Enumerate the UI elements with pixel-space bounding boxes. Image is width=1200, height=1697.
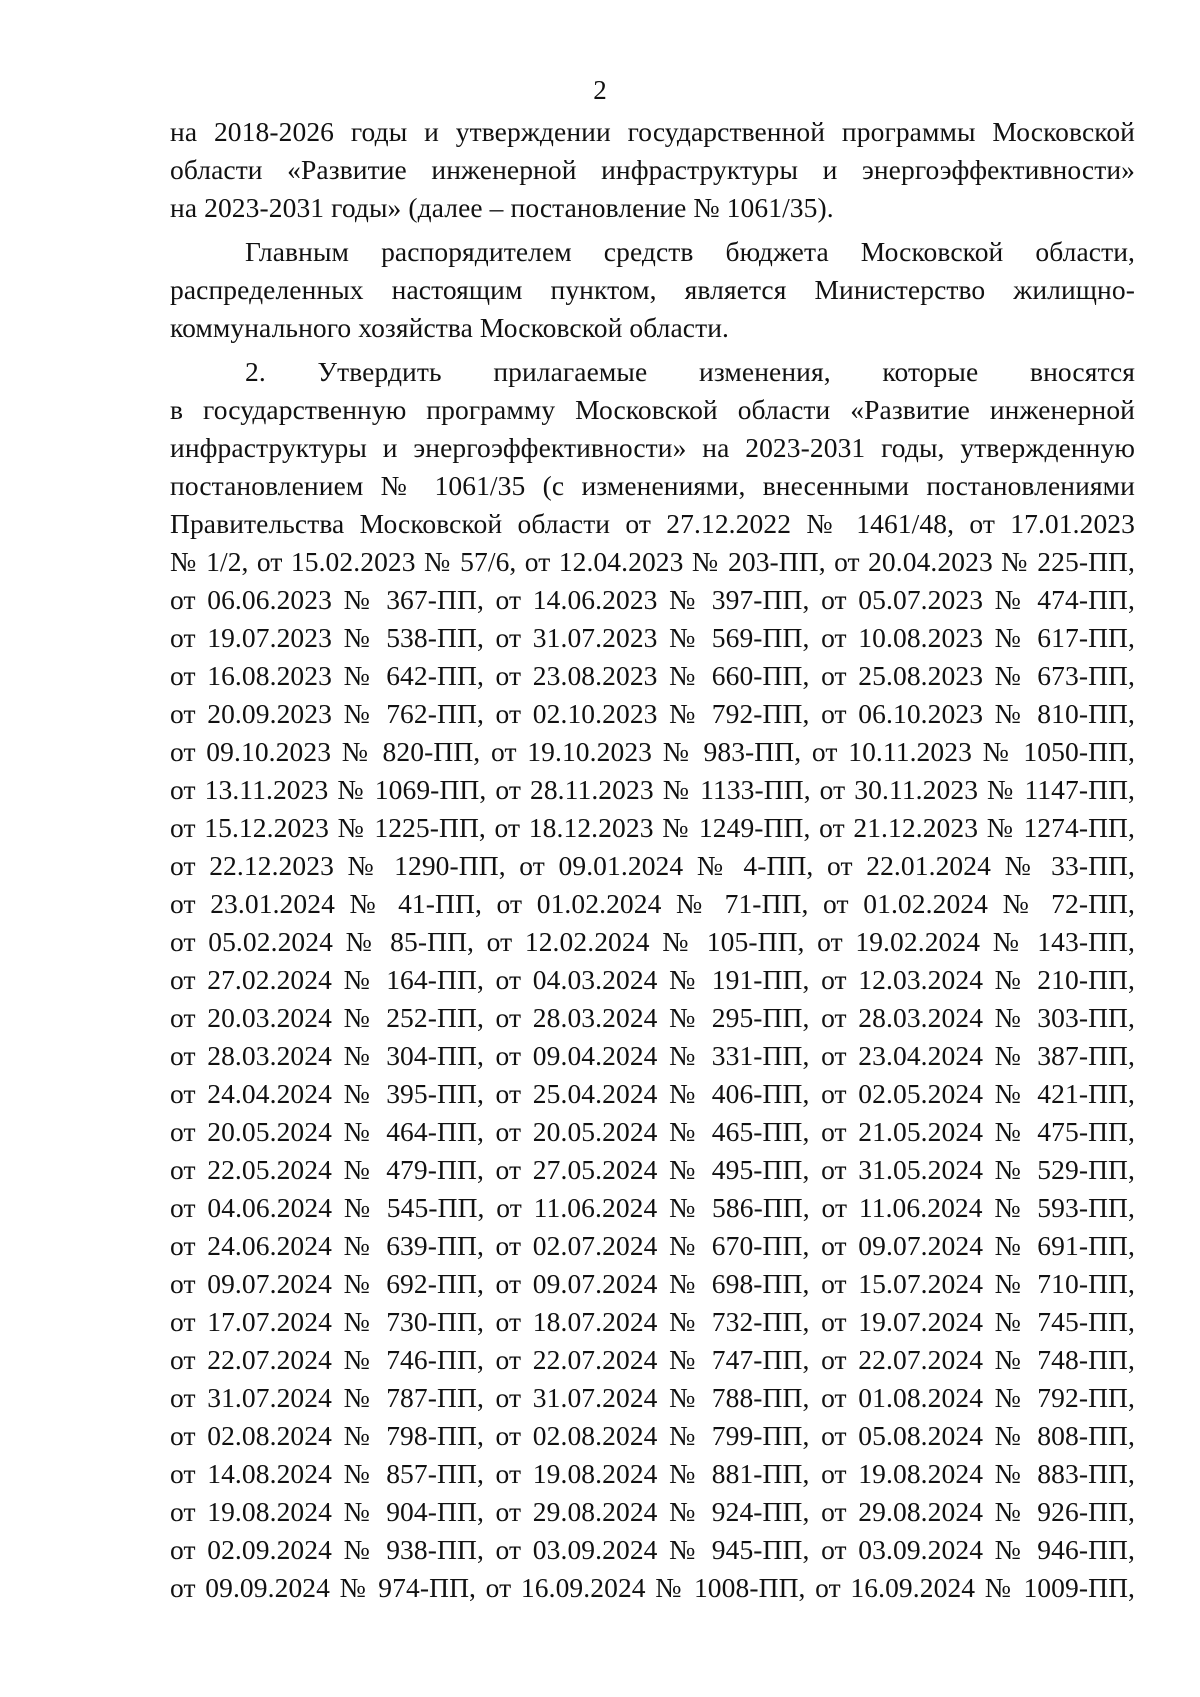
text-line: от 31.07.2024 № 787-ПП, от 31.07.2024 № 788-ПП, от 01.08.2024 № 792-ПП, <box>170 1382 1135 1413</box>
text-line: от 13.11.2023 № 1069-ПП, от 28.11.2023 № 1133-ПП, от 30.11.2023 № 1147-ПП, <box>170 774 1135 805</box>
text-line: от 15.12.2023 № 1225-ПП, от 18.12.2023 № 1249-ПП, от 21.12.2023 № 1274-ПП, <box>170 812 1135 843</box>
text-line: от 02.09.2024 № 938-ПП, от 03.09.2024 № 945-ПП, от 03.09.2024 № 946-ПП, <box>170 1534 1135 1565</box>
page-number: 2 <box>593 75 607 105</box>
paragraph-approve-changes <box>170 353 1135 1645</box>
text-line: от 19.07.2023 № 538-ПП, от 31.07.2023 № 569-ПП, от 10.08.2023 № 617-ПП, <box>170 622 1135 653</box>
text-line: от 22.12.2023 № 1290-ПП, от 09.01.2024 № 4-ПП, от 22.01.2024 № 33-ПП, <box>170 850 1135 881</box>
text-line: от 24.04.2024 № 395-ПП, от 25.04.2024 № 406-ПП, от 02.05.2024 № 421-ПП, <box>170 1078 1135 1109</box>
text-line: от 05.02.2024 № 85-ПП, от 12.02.2024 № 105-ПП, от 19.02.2024 № 143-ПП, <box>170 926 1135 957</box>
text-line: от 19.08.2024 № 904-ПП, от 29.08.2024 № 924-ПП, от 29.08.2024 № 926-ПП, <box>170 1496 1135 1527</box>
text-line: от 23.01.2024 № 41-ПП, от 01.02.2024 № 71-ПП, от 01.02.2024 № 72-ПП, <box>170 888 1135 919</box>
text-line: от 20.09.2023 № 762-ПП, от 02.10.2023 № 792-ПП, от 06.10.2023 № 810-ПП, <box>170 698 1135 729</box>
text-line: от 27.02.2024 № 164-ПП, от 04.03.2024 № 191-ПП, от 12.03.2024 № 210-ПП, <box>170 964 1135 995</box>
text-line: Правительства Московской области от 27.12.2022 № 1461/48, от 17.01.2023 <box>170 508 1135 539</box>
text-line: распределенных настоящим пунктом, является Министерство жилищно- <box>170 274 1135 305</box>
text-line: области «Развитие инженерной инфраструктуры и энергоэффективности» <box>170 154 1135 185</box>
text-line: от 17.07.2024 № 730-ПП, от 18.07.2024 № 732-ПП, от 19.07.2024 № 745-ПП, <box>170 1306 1135 1337</box>
document-body <box>170 113 1135 1645</box>
text-line: от 24.06.2024 № 639-ПП, от 02.07.2024 № 670-ПП, от 09.07.2024 № 691-ПП, <box>170 1230 1135 1261</box>
text-line: 2. Утвердить прилагаемые изменения, которые вносятся <box>245 356 1135 387</box>
text-line <box>170 1607 1135 1645</box>
text-line: № 1/2, от 15.02.2023 № 57/6, от 12.04.2023 № 203-ПП, от 20.04.2023 № 225-ПП, <box>170 546 1135 577</box>
text-line: от 09.10.2023 № 820-ПП, от 19.10.2023 № 983-ПП, от 10.11.2023 № 1050-ПП, <box>170 736 1135 767</box>
text-line: от 22.07.2024 № 746-ПП, от 22.07.2024 № 747-ПП, от 22.07.2024 № 748-ПП, <box>170 1344 1135 1375</box>
text-line: от 06.06.2023 № 367-ПП, от 14.06.2023 № 397-ПП, от 05.07.2023 № 474-ПП, <box>170 584 1135 615</box>
text-line: от 22.05.2024 № 479-ПП, от 27.05.2024 № 495-ПП, от 31.05.2024 № 529-ПП, <box>170 1154 1135 1185</box>
text-line: от 14.08.2024 № 857-ПП, от 19.08.2024 № 881-ПП, от 19.08.2024 № 883-ПП, <box>170 1458 1135 1489</box>
text-line: от 20.03.2024 № 252-ПП, от 28.03.2024 № 295-ПП, от 28.03.2024 № 303-ПП, <box>170 1002 1135 1033</box>
text-line: постановлением № 1061/35 (с изменениями, внесенными постановлениями <box>170 470 1135 501</box>
text-line: на 2023-2031 годы» (далее – постановление № 1061/35). <box>170 192 834 223</box>
text-line: от 04.06.2024 № 545-ПП, от 11.06.2024 № 586-ПП, от 11.06.2024 № 593-ПП, <box>170 1192 1135 1223</box>
paragraph-budget-manager <box>170 233 1135 347</box>
text-line: Главным распорядителем средств бюджета Московской области, <box>245 236 1135 267</box>
text-line: от 02.08.2024 № 798-ПП, от 02.08.2024 № 799-ПП, от 05.08.2024 № 808-ПП, <box>170 1420 1135 1451</box>
text-line: от 09.07.2024 № 692-ПП, от 09.07.2024 № 698-ПП, от 15.07.2024 № 710-ПП, <box>170 1268 1135 1299</box>
text-line: от 20.05.2024 № 464-ПП, от 20.05.2024 № 465-ПП, от 21.05.2024 № 475-ПП, <box>170 1116 1135 1147</box>
text-line: коммунального хозяйства Московской области. <box>170 312 730 343</box>
text-line: инфраструктуры и энергоэффективности» на 2023-2031 годы, утвержденную <box>170 432 1135 463</box>
paragraph-decree-reference <box>170 113 1135 227</box>
text-line: от 28.03.2024 № 304-ПП, от 09.04.2024 № 331-ПП, от 23.04.2024 № 387-ПП, <box>170 1040 1135 1071</box>
text-line: в государственную программу Московской области «Развитие инженерной <box>170 394 1135 425</box>
text-line: от 16.08.2023 № 642-ПП, от 23.08.2023 № 660-ПП, от 25.08.2023 № 673-ПП, <box>170 660 1135 691</box>
text-line: от 09.09.2024 № 974-ПП, от 16.09.2024 № 1008-ПП, от 16.09.2024 № 1009-ПП, <box>170 1572 1135 1603</box>
text-line: на 2018-2026 годы и утверждении государственной программы Московской <box>170 116 1135 147</box>
